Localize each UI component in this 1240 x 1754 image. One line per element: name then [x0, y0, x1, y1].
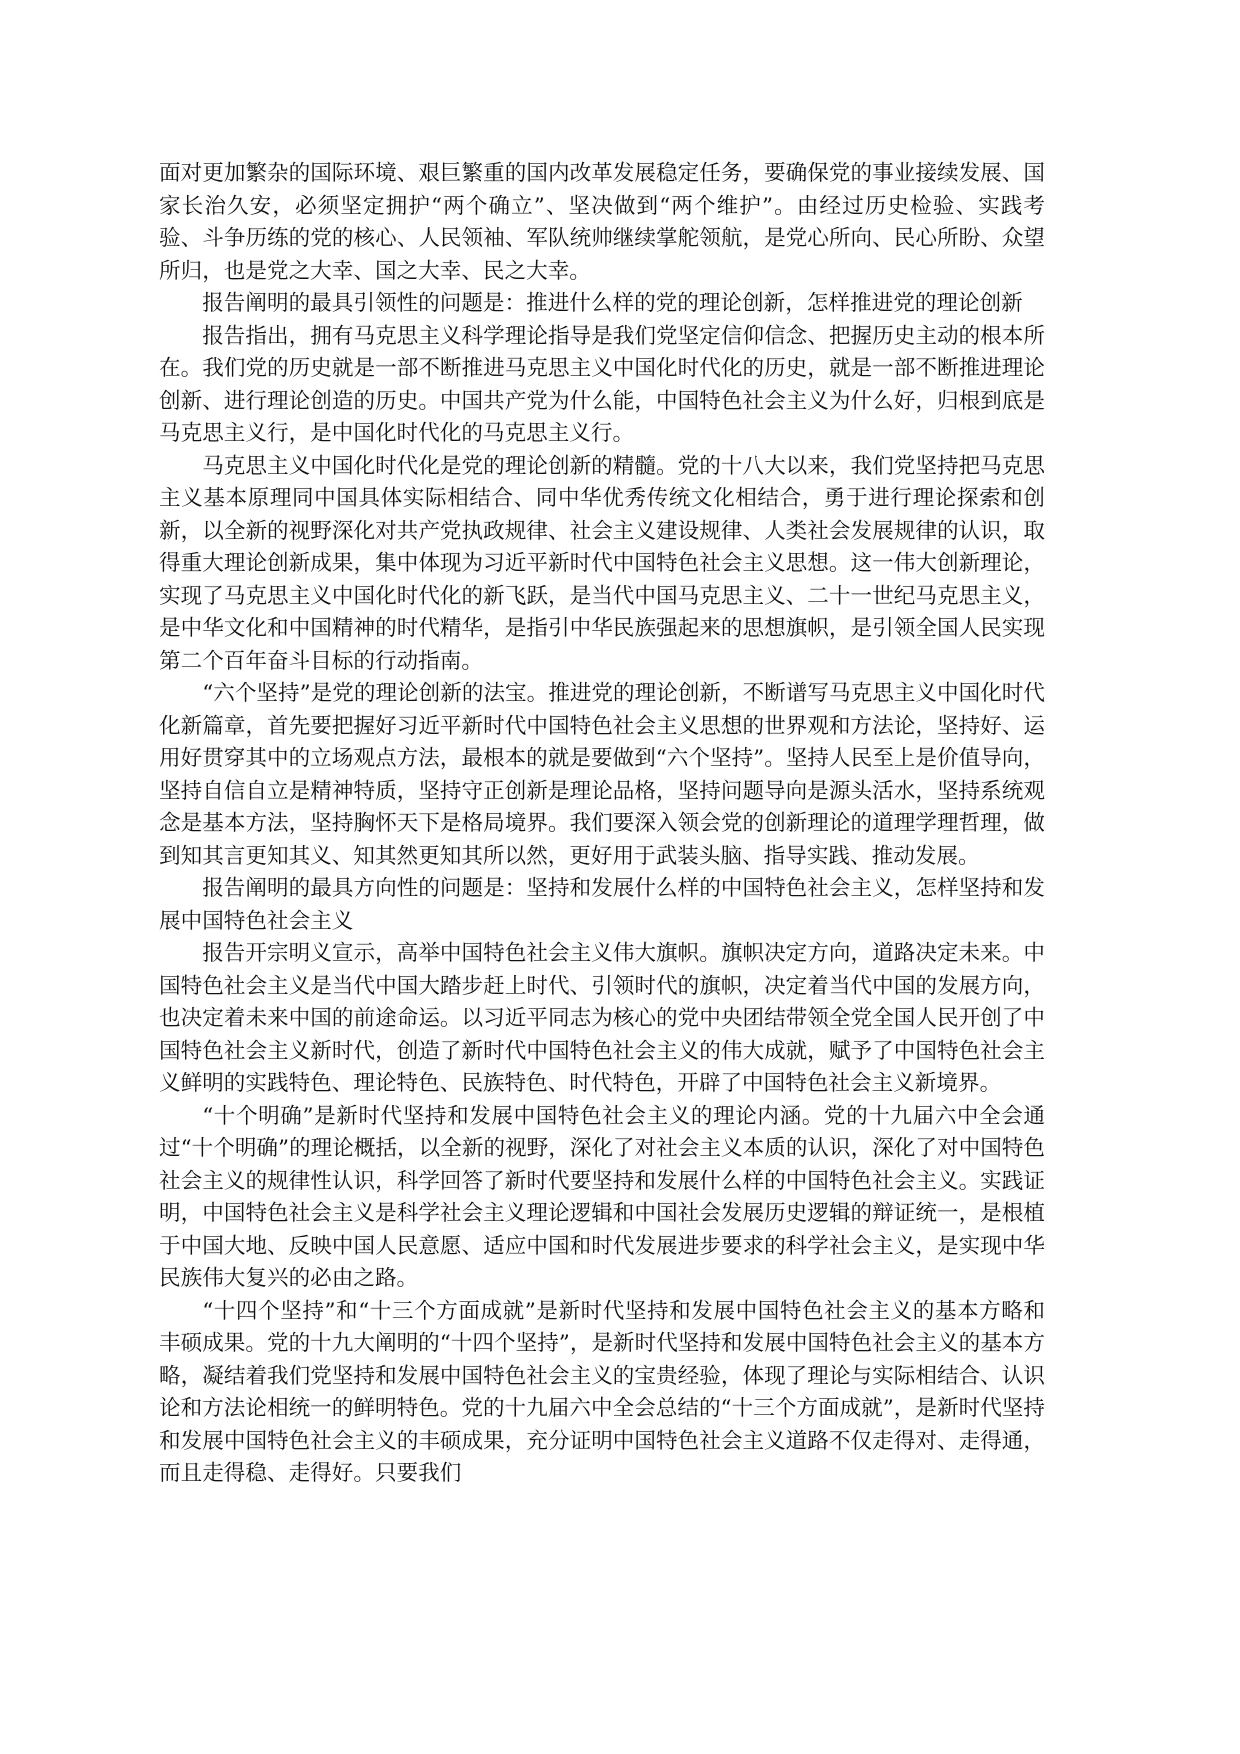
paragraph-5: “六个坚持”是党的理论创新的法宝。推进党的理论创新，不断谱写马克思主义中国化时代化新篇章，首先要把握好习近平新时代中国特色社会主义思想的世界观和方法论，坚持好、运用好贯穿其中的立场观点方法，最根本的就是要做到“六个坚持”。坚持人民至上是价值导向，坚持自信自立是精神特质，坚持守正创新是理论品格，坚持问题导向是源头活水，坚持系统观念是基本方法，坚持胸怀天下是格局境界。我们要深入领会党的创新理论的道理学理哲理，做到知其言更知其义、知其然更知其所以然，更好用于武装头脑、指导实践、推动发展。: [159, 681, 1045, 869]
document-page: [159, 158, 1045, 1491]
paragraph-2-heading: 报告阐明的最具引领性的问题是：推进什么样的党的理论创新，怎样推进党的理论创新: [202, 291, 1023, 316]
paragraph-6-heading: 报告阐明的最具方向性的问题是：坚持和发展什么样的中国特色社会主义，怎样坚持和发展中国特色社会主义: [159, 876, 1045, 934]
paragraph-7: 报告开宗明义宣示，高举中国特色社会主义伟大旗帜。旗帜决定方向，道路决定未来。中国特色社会主义是当代中国大踏步赶上时代、引领时代的旗帜，决定着当代中国的发展方向，也决定着未来中国的前途命运。以习近平同志为核心的党中央团结带领全党全国人民开创了中国特色社会主义新时代，创造了新时代中国特色社会主义的伟大成就，赋予了中国特色社会主义鲜明的实践特色、理论特色、民族特色、时代特色，开辟了中国特色社会主义新境界。: [159, 941, 1045, 1096]
paragraph-3: 报告指出，拥有马克思主义科学理论指导是我们党坚定信仰信念、把握历史主动的根本所在。我们党的历史就是一部不断推进马克思主义中国化时代化的历史，就是一部不断推进理论创新、进行理论创造的历史。中国共产党为什么能，中国特色社会主义为什么好，归根到底是马克思主义行，是中国化时代化的马克思主义行。: [159, 323, 1045, 446]
paragraph-1: 面对更加繁杂的国际环境、艰巨繁重的国内改革发展稳定任务，要确保党的事业接续发展、国家长治久安，必须坚定拥护“两个确立”、坚决做到“两个维护”。由经过历史检验、实践考验、斗争历练的党的核心、人民领袖、军队统帅继续掌舵领航，是党心所向、民心所盼、众望所归，也是党之大幸、国之大幸、民之大幸。: [159, 161, 1045, 284]
paragraph-4: 马克思主义中国化时代化是党的理论创新的精髓。党的十八大以来，我们党坚持把马克思主义基本原理同中国具体实际相结合、同中华优秀传统文化相结合，勇于进行理论探索和创新，以全新的视野深化对共产党执政规律、社会主义建设规律、人类社会发展规律的认识，取得重大理论创新成果，集中体现为习近平新时代中国特色社会主义思想。这一伟大创新理论，实现了马克思主义中国化时代化的新飞跃，是当代中国马克思主义、二十一世纪马克思主义，是中华文化和中国精神的时代精华，是指引中华民族强起来的思想旗帜，是引领全国人民实现第二个百年奋斗目标的行动指南。: [159, 453, 1045, 674]
paragraph-9: “十四个坚持”和“十三个方面成就”是新时代坚持和发展中国特色社会主义的基本方略和丰硕成果。党的十九大阐明的“十四个坚持”，是新时代坚持和发展中国特色社会主义的基本方略，凝结着我们党坚持和发展中国特色社会主义的宝贵经验，体现了理论与实际相结合、认识论和方法论相统一的鲜明特色。党的十九届六中全会总结的“十三个方面成就”，是新时代坚持和发展中国特色社会主义的丰硕成果，充分证明中国特色社会主义道路不仅走得对、走得通，而且走得稳、走得好。只要我们: [159, 1298, 1045, 1486]
paragraph-8: “十个明确”是新时代坚持和发展中国特色社会主义的理论内涵。党的十九届六中全会通过“十个明确”的理论概括，以全新的视野，深化了对社会主义本质的认识，深化了对中国特色社会主义的规律性认识，科学回答了新时代要坚持和发展什么样的中国特色社会主义。实践证明，中国特色社会主义是科学社会主义理论逻辑和中国社会发展历史逻辑的辩证统一，是根植于中国大地、反映中国人民意愿、适应中国和时代发展进步要求的科学社会主义，是实现中华民族伟大复兴的必由之路。: [159, 1103, 1045, 1291]
